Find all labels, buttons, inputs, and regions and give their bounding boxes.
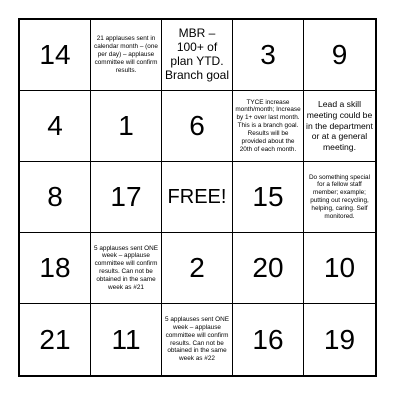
bingo-cell[interactable]: 19 (323, 323, 356, 355)
bingo-cell[interactable]: 1 (91, 91, 162, 162)
bingo-cell[interactable]: 18 (20, 233, 91, 304)
bingo-cell[interactable]: 2 (162, 233, 233, 304)
bingo-cell[interactable]: 5 applauses sent ONE week – applause committee will confirm results. Can not be obtained in the same week as #22 (162, 304, 233, 375)
bingo-cell[interactable]: TYCE increase month/month; Increase by 1+ over last month. This is a branch goal. Results will be provided about the 20th of each month. (233, 91, 304, 162)
bingo-cell[interactable]: 21 (20, 304, 91, 375)
bingo-cell[interactable]: 10 (304, 233, 375, 304)
bingo-cell[interactable]: 20 (233, 233, 304, 304)
bingo-cell[interactable]: 8 (20, 162, 91, 233)
bingo-cell[interactable]: 9 (304, 20, 375, 91)
bingo-cell[interactable]: 6 (162, 91, 233, 162)
bingo-cell[interactable]: 16 (233, 304, 304, 375)
bingo-cell[interactable]: MBR – 100+ of plan YTD. Branch goal (162, 20, 233, 91)
bingo-cell[interactable]: 5 applauses sent ONE week – applause committee will confirm results. Can not be obtained in the same week as #21 (91, 233, 162, 304)
bingo-cell[interactable]: 17 (91, 162, 162, 233)
bingo-cell[interactable]: 14 (20, 20, 91, 91)
bingo-cell[interactable]: 3 (233, 20, 304, 91)
bingo-cell[interactable]: Do something special for a fellow staff member; example; putting out recycling, helping, caring. Self monitored. (304, 162, 375, 233)
bingo-cell[interactable]: 21 applauses sent in calendar month – (one per day) – applause committee will confirm results. (91, 20, 162, 91)
bingo-card (18, 18, 377, 377)
free-space-cell[interactable]: FREE! (162, 162, 233, 233)
bingo-cell[interactable]: 4 (20, 91, 91, 162)
bingo-cell[interactable]: Lead a skill meeting could be in the department or at a general meeting. (304, 91, 375, 162)
bingo-cell[interactable]: 11 (91, 304, 162, 375)
bingo-cell[interactable]: 15 (233, 162, 304, 233)
